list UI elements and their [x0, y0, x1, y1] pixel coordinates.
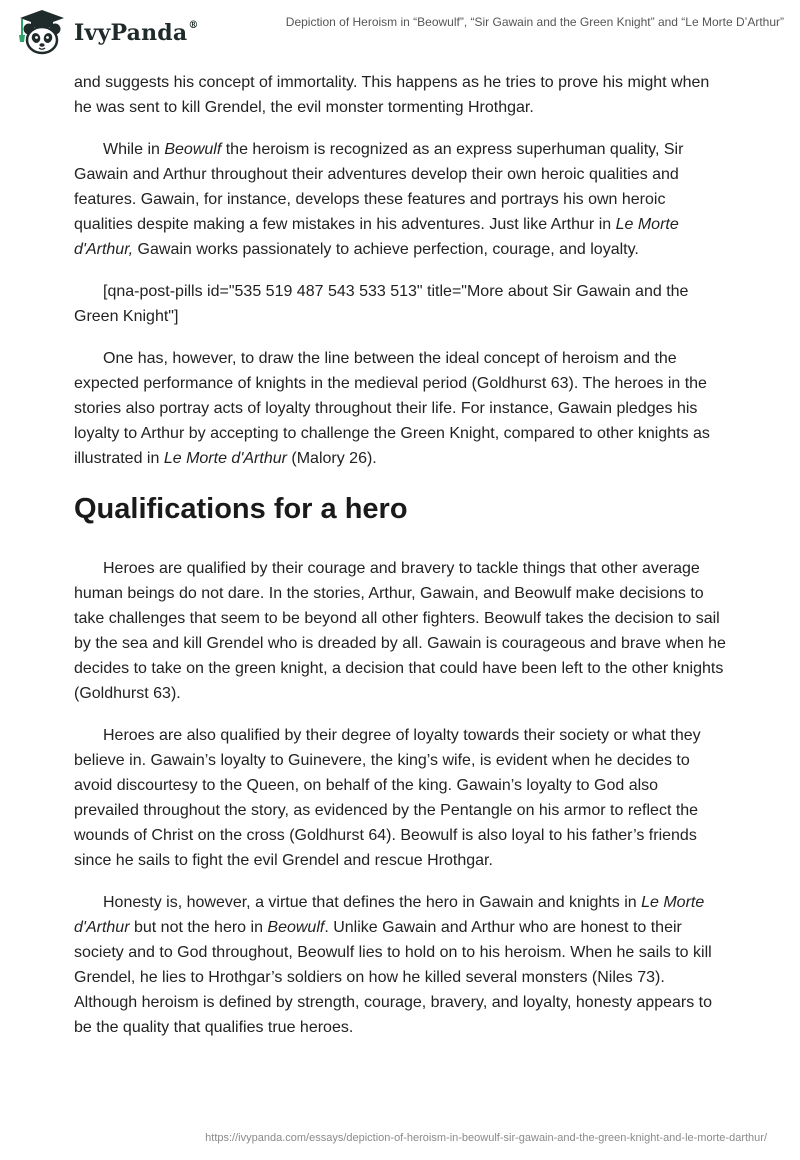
essay-body [74, 70, 726, 1057]
page-header [0, 0, 800, 70]
title-le-morte: Le Morte d'Arthur, [74, 216, 679, 258]
paragraph-heroism-comparison [74, 137, 726, 262]
panda-graduate-icon [16, 9, 68, 55]
text-run: but not the hero in [129, 919, 268, 936]
title-le-morte: Le Morte d'Arthur [163, 450, 287, 467]
title-beowulf: Beowulf [164, 141, 222, 158]
text-run: . Unlike Gawain and Arthur who are honest to their society and to God throughout, Beowulf lies to hold on to his heroism. When he sails to kill Grendel, he lies to Hrothgar’s soldiers on how he killed several monsters (Niles 73). Although heroism is defined by strength, courage, bravery, and loyalty, honesty appears to be the quality that qualifies true heroes. [74, 919, 712, 1036]
source-url[interactable]: https://ivypanda.com/essays/depiction-of-heroism-in-beowulf-sir-gawain-and-the-green-knight-and-le-morte-darthur/ [205, 1132, 767, 1144]
section-heading: Qualifications for a hero [74, 493, 408, 525]
title-beowulf: Beowulf [267, 919, 325, 936]
paragraph-ideal-heroism [74, 346, 726, 471]
logo-name: IvyPanda [74, 20, 188, 46]
text-run: Honesty is, however, a virtue that defines the hero in Gawain and knights in [103, 894, 642, 911]
registered-mark: ® [188, 19, 199, 31]
shortcode-placeholder: [qna-post-pills id="535 519 487 543 533 513" title="More about Sir Gawain and the Green Knight"] [74, 283, 689, 325]
paragraph-loyalty: Heroes are also qualified by their degree of loyalty towards their society or what they believe in. Gawain’s loyalty to Guinevere, the king’s wife, is evident when he decides to avoid discourtesy to the Queen, on behalf of the king. Gawain’s loyalty to God also prevailed throughout the story, as evidenced by the Pentangle on his armor to reflect the wounds of Christ on the cross (Goldhurst 64). Beowulf is also loyal to his father’s friends since he sails to fight the evil Grendel and rescue Hrothgar. [74, 727, 701, 869]
text-run: One has, however, to draw the line between the ideal concept of heroism and the expected performance of knights in the medieval period (Goldhurst 63). The heroes in the stories also portray acts of loyalty throughout their life. For instance, Gawain pledges his loyalty to Arthur by accepting to challenge the Green Knight, compared to other knights as illustrated in [74, 350, 710, 467]
paragraph-continuation: and suggests his concept of immortality. This happens as he tries to prove his might when he was sent to kill Grendel, the evil monster tormenting Hrothgar. [74, 74, 710, 116]
logo-wordmark [74, 20, 199, 46]
title-le-morte: Le Morte d'Arthur [74, 894, 705, 936]
text-run: While in [103, 141, 165, 158]
paragraph-honesty [74, 890, 726, 1040]
ivypanda-logo[interactable] [16, 9, 199, 55]
text-run: (Malory 26). [286, 450, 377, 467]
document-title: Depiction of Heroism in “Beowulf”, “Sir Gawain and the Green Knight” and “Le Morte D’Arthur” [285, 15, 784, 29]
paragraph-courage: Heroes are qualified by their courage and bravery to tackle things that other average human beings do not dare. In the stories, Arthur, Gawain, and Beowulf make decisions to take challenges that seem to be beyond all other fighters. Beowulf takes the decision to sail by the sea and kill Grendel who is dreaded by all. Gawain is courageous and brave when he decides to take on the green knight, a decision that could have been left to the other knights (Goldhurst 63). [74, 560, 726, 702]
text-run: Gawain works passionately to achieve perfection, courage, and loyalty. [133, 241, 639, 258]
text-run: the heroism is recognized as an express superhuman quality, Sir Gawain and Arthur throughout their adventures develop their own heroic qualities and features. Gawain, for instance, develops these features and portrays his own heroic qualities despite making a few mistakes in his adventures. Just like Arthur in [74, 141, 684, 233]
